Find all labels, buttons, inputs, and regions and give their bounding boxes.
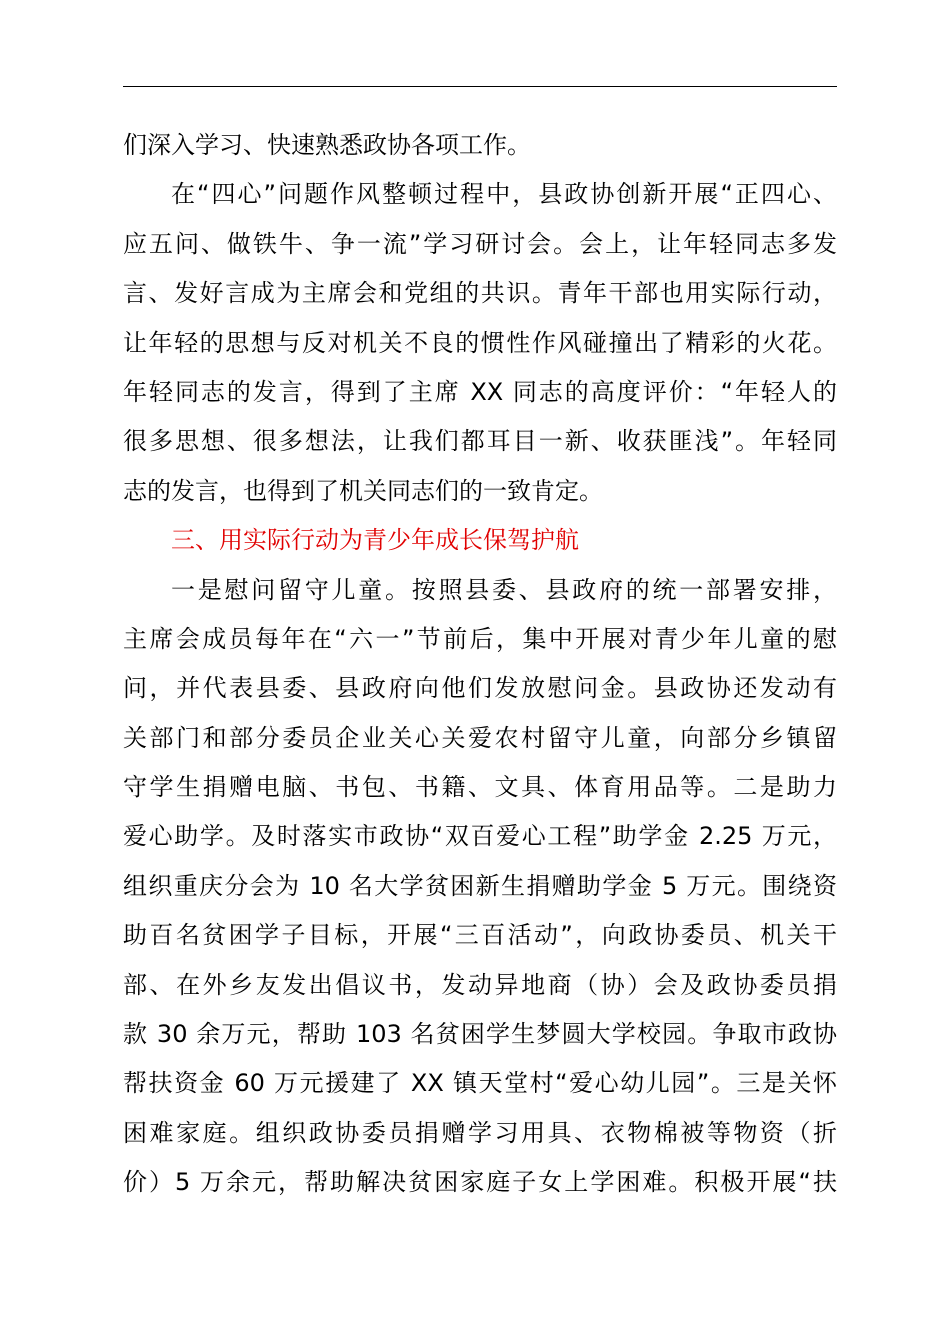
text-line: 爱心助学。及时落实市政协“双百爱心工程”助学金 2.25 万元， (123, 822, 837, 851)
text-line: 主席会成员每年在“六一”节前后，集中开展对青少年儿童的慰 (123, 624, 837, 653)
document-body (123, 121, 837, 1208)
text-line: 部、在外乡友发出倡议书，发动异地商（协）会及政协委员捐 (123, 970, 837, 999)
text-line: 志的发言，也得到了机关同志们的一致肯定。 (123, 476, 603, 505)
text-line: 很多思想、很多想法，让我们都耳目一新、收获匪浅”。年轻同 (123, 427, 837, 456)
text-line: 帮扶资金 60 万元援建了 XX 镇天堂村“爱心幼儿园”。三是关怀 (123, 1069, 837, 1098)
text-line: 问，并代表县委、县政府向他们发放慰问金。县政协还发动有 (123, 674, 837, 703)
text-line: 应五问、做铁牛、争一流”学习研讨会。会上，让年轻同志多发 (123, 229, 837, 258)
text-line: 们深入学习、快速熟悉政协各项工作。 (123, 131, 531, 159)
paragraph-first-line: 在“四心”问题作风整顿过程中，县政协创新开展“正四心、 (171, 180, 837, 209)
text-line: 言、发好言成为主席会和党组的共识。青年干部也用实际行动， (123, 279, 837, 308)
text-line: 关部门和部分委员企业关心关爱农村留守儿童，向部分乡镇留 (123, 723, 837, 752)
paragraph-first-line: 一是慰问留守儿童。按照县委、县政府的统一部署安排， (171, 575, 837, 604)
text-line: 守学生捐赠电脑、书包、书籍、文具、体育用品等。二是助力 (123, 773, 837, 802)
text-line: 困难家庭。组织政协委员捐赠学习用具、衣物棉被等物资（折 (123, 1118, 837, 1147)
text-line: 助百名贫困学子目标，开展“三百活动”，向政协委员、机关干 (123, 921, 837, 950)
section-heading: 三、用实际行动为青少年成长保驾护航 (171, 526, 579, 555)
text-line: 款 30 余万元，帮助 103 名贫困学生梦圆大学校园。争取市政协 (123, 1020, 837, 1049)
header-rule (123, 86, 837, 87)
text-line: 价）5 万余元，帮助解决贫困家庭子女上学困难。积极开展“扶 (123, 1168, 837, 1197)
text-line: 年轻同志的发言，得到了主席 XX 同志的高度评价：“年轻人的 (123, 377, 837, 406)
text-line: 让年轻的思想与反对机关不良的惯性作风碰撞出了精彩的火花。 (123, 328, 837, 357)
text-line: 组织重庆分会为 10 名大学贫困新生捐赠助学金 5 万元。围绕资 (123, 871, 837, 900)
